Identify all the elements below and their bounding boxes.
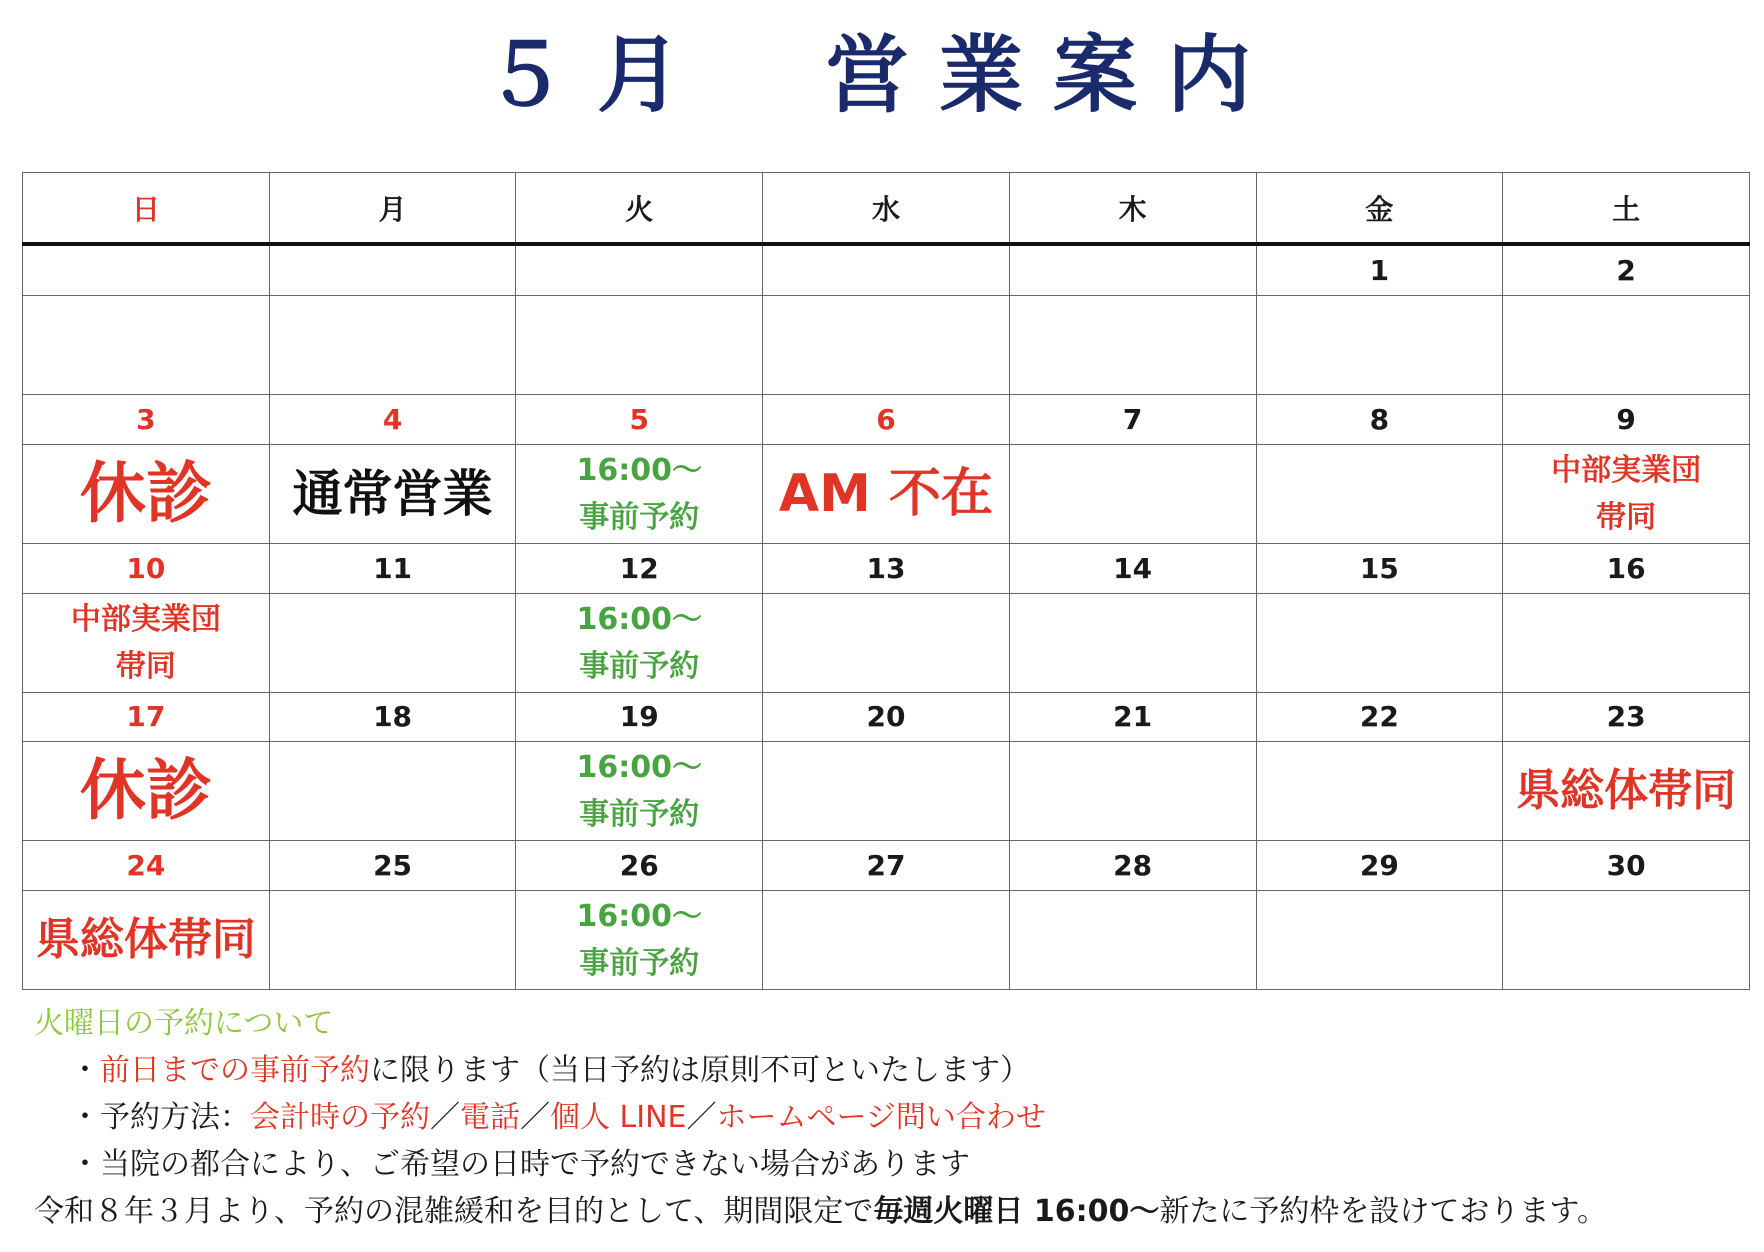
date-cell: 13 [763, 543, 1010, 593]
schedule-cell [23, 593, 270, 692]
event-label: 帯同 [115, 648, 176, 684]
note-emphasis: 毎週火曜日 16:00〜 [873, 1194, 1160, 1229]
weekday-tue: 火 [516, 173, 763, 245]
weekday-thu: 木 [1009, 173, 1256, 245]
date-cell: 8 [1256, 395, 1503, 445]
schedule-row [23, 742, 1750, 841]
weekday-header-row [23, 173, 1750, 245]
event-label: 中部実業団 [1551, 452, 1702, 488]
note-text: に限ります（当日予約は原則不可といたします） [370, 1053, 1030, 1088]
date-cell: 3 [23, 395, 270, 445]
reservation-label: 事前予約 [579, 797, 700, 833]
date-cell [23, 244, 270, 295]
date-cell [1009, 244, 1256, 295]
schedule-cell [1256, 891, 1503, 990]
date-cell: 2 [1503, 244, 1750, 295]
date-cell: 9 [1503, 395, 1750, 445]
schedule-cell [23, 444, 270, 543]
separator: ／ [430, 1100, 460, 1135]
date-cell: 19 [516, 692, 763, 742]
weekday-wed: 水 [763, 173, 1010, 245]
date-cell [763, 244, 1010, 295]
date-cell: 22 [1256, 692, 1503, 742]
schedule-cell [516, 891, 763, 990]
schedule-cell [269, 891, 516, 990]
note-line-2 [34, 1094, 1734, 1141]
date-cell: 16 [1503, 543, 1750, 593]
page-title: ５月 営業案内 [482, 26, 1281, 124]
closed-label: 休診 [79, 752, 212, 830]
date-cell: 30 [1503, 841, 1750, 891]
date-cell: 7 [1009, 395, 1256, 445]
schedule-cell [516, 444, 763, 543]
date-cell: 17 [23, 692, 270, 742]
date-cell: 29 [1256, 841, 1503, 891]
note-line-3: ・当院の都合により、ご希望の日時で予約できない場合があります [70, 1147, 970, 1182]
weekday-sat: 土 [1503, 173, 1750, 245]
separator: ／ [520, 1100, 550, 1135]
weekday-fri: 金 [1256, 173, 1503, 245]
note-line-4 [34, 1188, 1734, 1235]
date-row [23, 395, 1750, 445]
schedule-cell [1256, 296, 1503, 395]
note-text: 令和８年３月より、予約の混雑緩和を目的として、期間限定で [34, 1194, 874, 1229]
date-cell: 5 [516, 395, 763, 445]
absent-label: AM 不在 [778, 463, 994, 524]
time-label: 16:00〜 [576, 601, 702, 637]
date-cell: 18 [269, 692, 516, 742]
date-cell: 6 [763, 395, 1010, 445]
schedule-cell [516, 296, 763, 395]
date-cell: 12 [516, 543, 763, 593]
schedule-cell [1009, 444, 1256, 543]
regular-hours-label: 通常営業 [292, 464, 493, 523]
weekday-mon: 月 [269, 173, 516, 245]
schedule-cell [1503, 742, 1750, 841]
reservation-label: 事前予約 [579, 499, 700, 535]
note-text: 新たに予約枠を設けております。 [1159, 1194, 1607, 1229]
note-line-1 [34, 1047, 1734, 1094]
schedule-cell [1256, 742, 1503, 841]
date-cell: 14 [1009, 543, 1256, 593]
method-website: ホームページ問い合わせ [716, 1100, 1046, 1135]
date-row [23, 841, 1750, 891]
event-label: 中部実業団 [70, 601, 221, 637]
date-cell: 21 [1009, 692, 1256, 742]
weekday-sun: 日 [23, 173, 270, 245]
schedule-cell [1503, 444, 1750, 543]
schedule-cell [269, 444, 516, 543]
schedule-cell [1256, 593, 1503, 692]
schedule-cell [1503, 593, 1750, 692]
schedule-cell [23, 296, 270, 395]
separator: ／ [686, 1100, 717, 1135]
calendar-table [22, 172, 1750, 990]
time-label: 16:00〜 [576, 899, 702, 935]
schedule-row [23, 296, 1750, 395]
event-label: 帯同 [1596, 499, 1657, 535]
schedule-row [23, 444, 1750, 543]
date-cell: 28 [1009, 841, 1256, 891]
schedule-cell [1009, 593, 1256, 692]
schedule-cell [269, 742, 516, 841]
schedule-cell [1503, 891, 1750, 990]
schedule-cell [269, 296, 516, 395]
date-row [23, 692, 1750, 742]
schedule-cell [763, 593, 1010, 692]
reservation-label: 事前予約 [579, 648, 700, 684]
date-cell: 11 [269, 543, 516, 593]
schedule-cell [23, 891, 270, 990]
schedule-cell [1009, 296, 1256, 395]
date-row [23, 244, 1750, 295]
notes-section [34, 1000, 1734, 1235]
note-highlight: 前日までの事前予約 [100, 1053, 370, 1088]
date-cell: 26 [516, 841, 763, 891]
date-row [23, 543, 1750, 593]
schedule-row [23, 891, 1750, 990]
bullet-mark: ・ [70, 1053, 100, 1088]
time-label: 16:00〜 [576, 452, 702, 488]
schedule-cell [763, 296, 1010, 395]
schedule-cell [1503, 296, 1750, 395]
notes-heading: 火曜日の予約について [34, 1006, 334, 1041]
schedule-cell [763, 444, 1010, 543]
date-cell: 25 [269, 841, 516, 891]
event-label: 県総体帯同 [1516, 765, 1737, 817]
note-text: ・予約方法： [70, 1100, 250, 1135]
date-cell [516, 244, 763, 295]
schedule-cell [516, 593, 763, 692]
schedule-row [23, 593, 1750, 692]
date-cell [269, 244, 516, 295]
schedule-cell [23, 742, 270, 841]
method-line: 個人 LINE [550, 1100, 687, 1135]
date-cell: 10 [23, 543, 270, 593]
date-cell: 24 [23, 841, 270, 891]
date-cell: 27 [763, 841, 1010, 891]
schedule-cell [269, 593, 516, 692]
schedule-cell [1009, 742, 1256, 841]
schedule-cell [763, 891, 1010, 990]
schedule-cell [1256, 444, 1503, 543]
closed-label: 休診 [79, 454, 212, 532]
date-cell: 23 [1503, 692, 1750, 742]
method-checkout: 会計時の予約 [250, 1100, 430, 1135]
date-cell: 4 [269, 395, 516, 445]
date-cell: 20 [763, 692, 1010, 742]
reservation-label: 事前予約 [579, 946, 700, 982]
date-cell: 1 [1256, 244, 1503, 295]
date-cell: 15 [1256, 543, 1503, 593]
schedule-cell [763, 742, 1010, 841]
event-label: 県総体帯同 [35, 913, 256, 965]
method-phone: 電話 [460, 1100, 520, 1135]
schedule-cell [1009, 891, 1256, 990]
schedule-cell [516, 742, 763, 841]
time-label: 16:00〜 [576, 750, 702, 786]
